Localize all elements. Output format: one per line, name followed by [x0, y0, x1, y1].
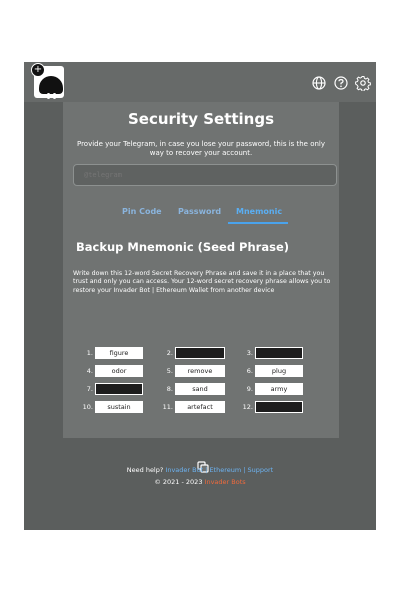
globe-icon[interactable]: [311, 75, 327, 91]
word-number: 6.: [246, 367, 253, 375]
redacted-word: [255, 347, 303, 359]
redacted-word: [255, 401, 303, 413]
word-number: 9.: [246, 385, 253, 393]
tab-mnemonic[interactable]: Mnemonic: [236, 207, 283, 216]
mnemonic-description: Write down this 12-word Secret Recovery Phrase and save it in a place that you trust and only you can access. Your 12-word secret recovery phrase allows you to restore your Invader Bot | Ethereum Wallet from another device: [73, 270, 331, 294]
mnemonic-word: army: [255, 383, 303, 395]
telegram-input[interactable]: [73, 164, 337, 186]
mnemonic-word: remove: [175, 365, 225, 377]
word-number: 4.: [86, 367, 93, 375]
help-prefix: Need help?: [126, 466, 164, 474]
word-number: 2.: [166, 349, 173, 357]
active-tab-indicator: [228, 222, 288, 224]
word-number: 10.: [82, 403, 93, 411]
tab-pin-code[interactable]: Pin Code: [122, 207, 162, 216]
security-subtitle: Provide your Telegram, in case you lose your password, this is the only way to recover your account.: [76, 140, 326, 157]
mnemonic-word: sand: [175, 383, 225, 395]
word-number: 1.: [86, 349, 93, 357]
mnemonic-word: plug: [255, 365, 303, 377]
security-card: [63, 102, 339, 438]
tab-password[interactable]: Password: [178, 207, 222, 216]
invader-logo-icon: [39, 76, 63, 94]
mnemonic-word: odor: [95, 365, 143, 377]
word-number: 12.: [242, 403, 253, 411]
app-logo[interactable]: [34, 66, 64, 98]
top-bar: [24, 62, 376, 102]
settings-tabs: [63, 207, 339, 223]
app-window: [24, 62, 376, 530]
help-footer: [24, 466, 376, 474]
word-number: 5.: [166, 367, 173, 375]
word-number: 3.: [246, 349, 253, 357]
page-title: Security Settings: [127, 110, 275, 128]
mnemonic-word: sustain: [95, 401, 143, 413]
brand-link[interactable]: Invader Bots: [204, 478, 246, 486]
word-number: 8.: [166, 385, 173, 393]
mnemonic-word: artefact: [175, 401, 225, 413]
copyright-footer: [24, 478, 376, 486]
help-icon[interactable]: [333, 75, 349, 91]
copyright-text: © 2021 - 2023: [154, 478, 203, 486]
mnemonic-title: Backup Mnemonic (Seed Phrase): [76, 240, 289, 254]
redacted-word: [175, 347, 225, 359]
word-number: 7.: [86, 385, 93, 393]
gear-icon[interactable]: [355, 75, 371, 91]
mnemonic-word: figure: [95, 347, 143, 359]
word-number: 11.: [162, 403, 173, 411]
add-icon: +: [31, 63, 45, 77]
redacted-word: [95, 383, 143, 395]
help-link[interactable]: Invader Bot | Ethereum | Support: [165, 466, 274, 474]
